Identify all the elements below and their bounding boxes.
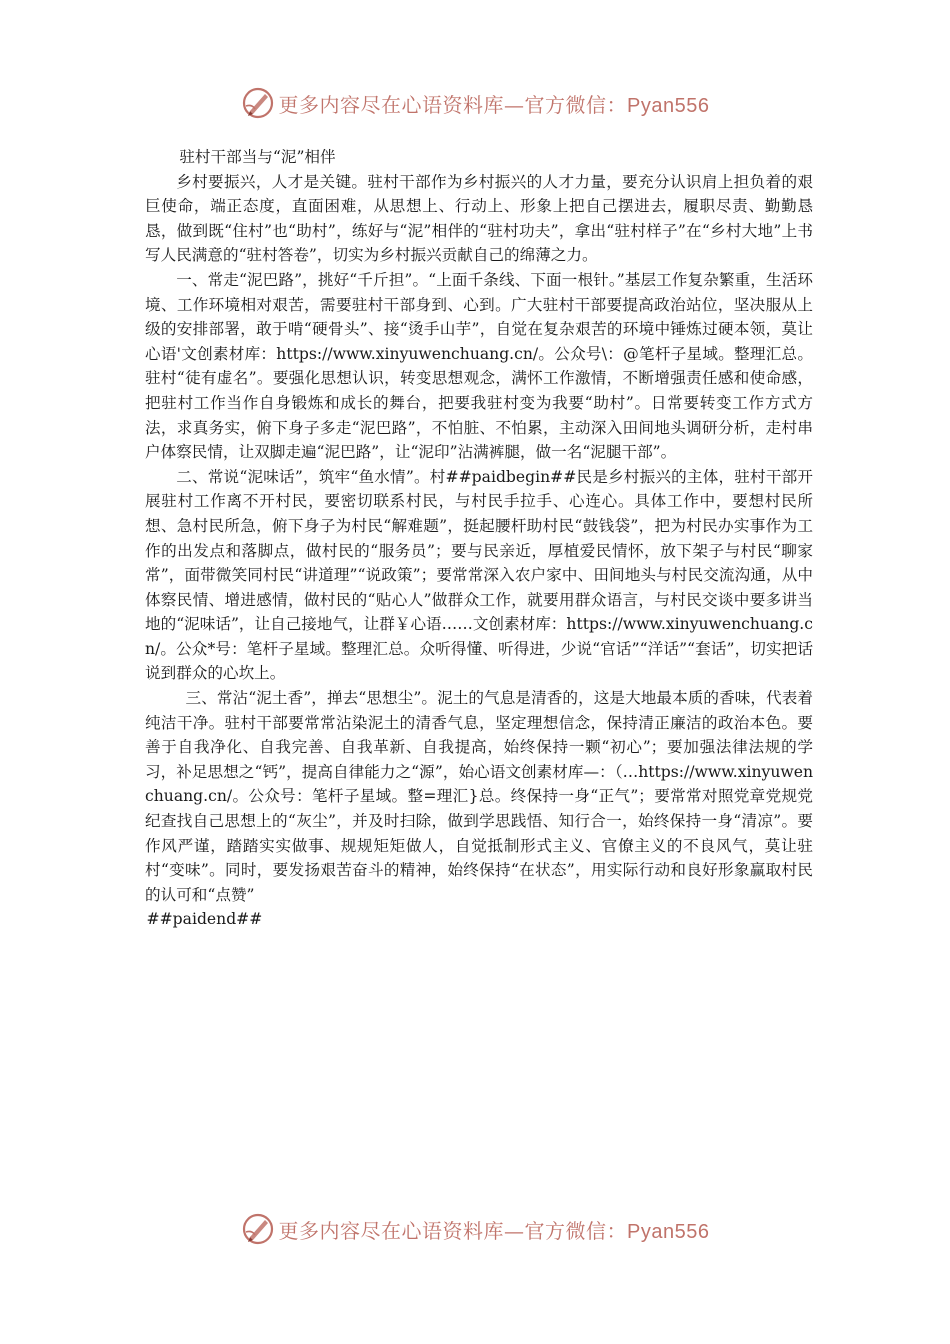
paragraph-section-1: 一、常走“泥巴路”，挑好“千斤担”。“上面千条线、下面一根针。”基层工作复杂繁重，生活环境、工作环境相对艰苦，需要驻村干部身到、心到。广大驻村干部要提高政治站位，坚决服从上级的安排部署，敢于啃“硬骨头”、接“烫手山芋”，自觉在复杂艰苦的环境中锤炼过硬本领，莫让心语'文创素材库：https://www.xinyuwenchuang.cn/。公众号\：@笔杆子星域。整理汇总。驻村“徒有虚名”。要强化思想认识，转变思想观念，满怀工作激情，不断增强责任感和使命感，把驻村工作当作自身锻炼和成长的舞台，把要我驻村变为我要“助村”。日常要转变工作方式方法，求真务实，俯下身子多走“泥巴路”，不怕脏、不怕累，主动深入田间地头调研分析，走村串户体察民情，让双脚走遍“泥巴路”，让“泥印”沾满裤腿，做一名“泥腿干部”。 <box>145 270 813 462</box>
header-banner <box>0 81 950 125</box>
footer-banner <box>0 1207 950 1251</box>
wechat-id: Pyan556 <box>627 1220 710 1243</box>
paragraph-intro: 乡村要振兴，人才是关键。驻村干部作为乡村振兴的人才力量，要充分认识肩上担负着的艰巨使命，端正态度，直面困难，从思想上、行动上、形象上把自己摆进去，履职尽责、勤勤恳恳，做到既“住村”也“助村”，练好与“泥”相伴的“驻村功夫”，拿出“驻村样子”在“乡村大地”上书写人民满意的“驻村答卷”，切实为乡村振兴贡献自己的绵薄之力。 <box>145 172 813 265</box>
paid-end-marker: ##paidend## <box>146 910 263 929</box>
article-body <box>145 145 813 932</box>
paragraph-section-3: 三、常沾“泥土香”，掸去“思想尘”。泥土的气息是清香的，这是大地最本质的香味，代表着纯洁干净。驻村干部要常常沾染泥土的清香气息，坚定理想信念，保持清正廉洁的政治本色。要善于自我净化、自我完善、自我革新、自我提高，始终保持一颗“初心”；要加强法律法规的学习，补足思想之“钙”，提高自律能力之“源”，始心语文创素材库—：（…https://www.xinyuwenchuang.cn/。公众号：笔杆子星域。整=理汇}总。终保持一身“正气”；要常常对照党章党规党纪查找自己思想上的“灰尘”，并及时扫除，做到学思践悟、知行合一，始终保持一身“清凉”。要作风严谨，踏踏实实做事、规规矩矩做人，自觉抵制形式主义、官僚主义的不良风气，莫让驻村“变味”。同时，要发扬艰苦奋斗的精神，始终保持“在状态”，用实际行动和良好形象赢取村民的认可和“点赞” <box>145 689 813 904</box>
banner-text: 更多内容尽在心语资料库—官方微信：Pyan556 <box>278 1218 710 1243</box>
banner-text: 更多内容尽在心语资料库—官方微信：Pyan556 <box>278 92 710 117</box>
paragraph-section-2: 二、常说“泥味话”，筑牢“鱼水情”。村##paidbegin##民是乡村振兴的主体，驻村干部开展驻村工作离不开村民，要密切联系村民，与村民手拉手、心连心。具体工作中，要想村民所想、急村民所急，俯下身子为村民“解难题”，挺起腰杆助村民“鼓钱袋”，把为村民办实事作为工作的出发点和落脚点，做村民的“服务员”；要与民亲近，厚植爱民情怀，放下架子与村民“聊家常”，面带微笑同村民“讲道理”“说政策”；要常常深入农户家中、田间地头与村民交流沟通，从中体察民情、增进感情，做村民的“贴心人”做群众工作，就要用群众语言，与村民交谈中要多讲当地的“泥味话”，让自己接地气，让群￥心语……文创素材库：https://www.xinyuwenchuang.cn/。公众*号：笔杆子星域。整理汇总。众听得懂、听得进，少说“官话”“洋话”“套话”，切实把话说到群众的心坎上。 <box>145 467 813 683</box>
pen-logo-icon <box>241 1212 275 1246</box>
wechat-id: Pyan556 <box>627 94 710 117</box>
article-title: 驻村干部当与“泥”相伴 <box>179 148 336 166</box>
pen-logo-icon <box>241 86 275 120</box>
